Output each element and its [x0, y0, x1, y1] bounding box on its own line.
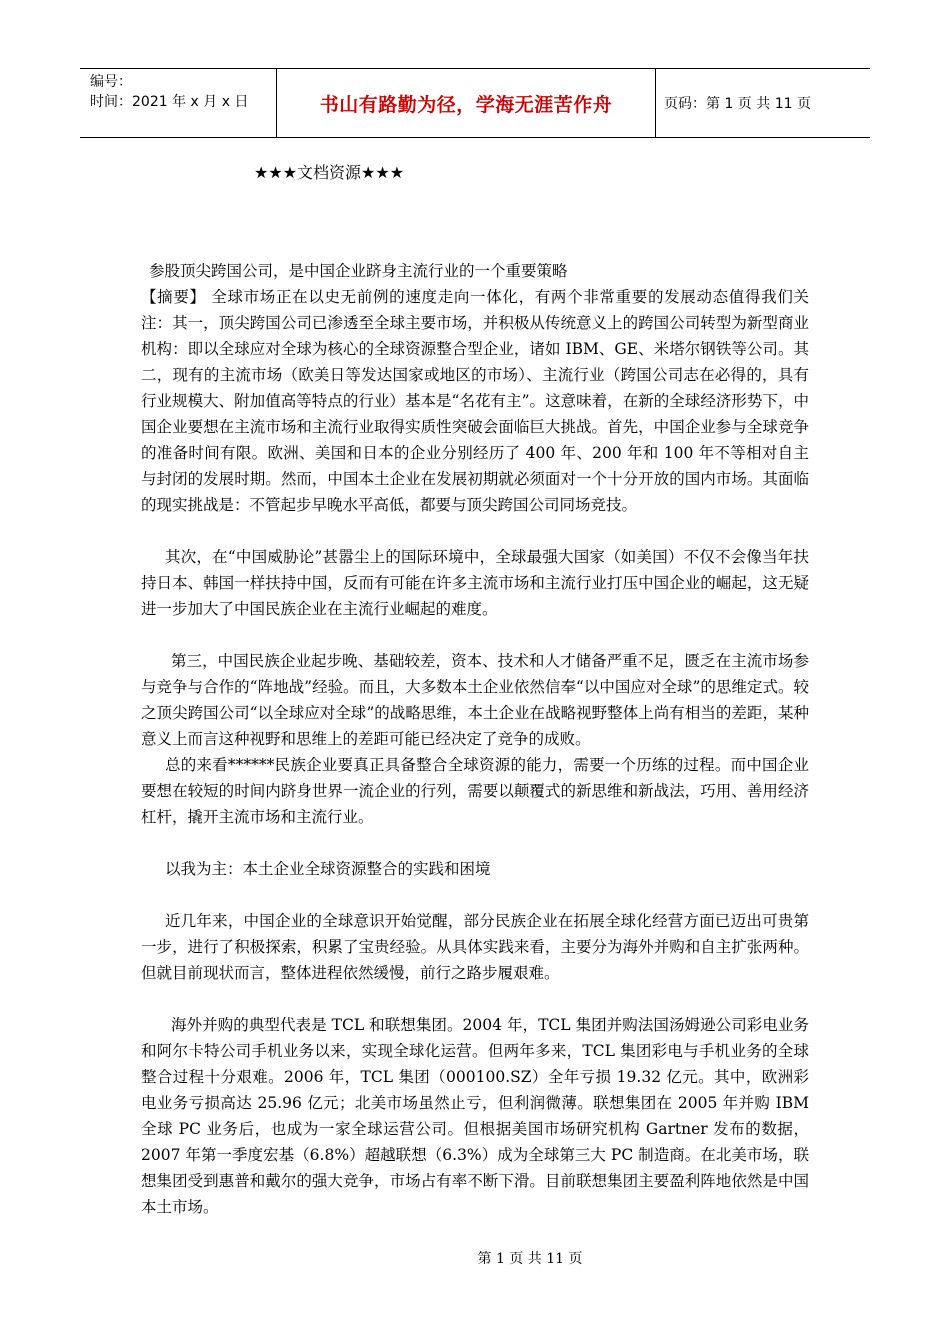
- paragraph-spacer: [141, 882, 809, 908]
- paragraph-spacer: [141, 830, 809, 856]
- body-paragraph: 其次，在“中国威胁论”甚嚣尘上的国际环境中，全球最强大国家（如美国）不仅不会像当年扶持日本、韩国一样扶持中国，反而有可能在许多主流市场和主流行业打压中国企业的崛起，这无疑进一步加大了中国民族企业在主流行业崛起的难度。: [141, 548, 809, 618]
- page-footer: 第 1 页 共 11 页: [477, 1251, 583, 1267]
- resource-banner: ★★★文档资源★★★: [254, 163, 405, 182]
- body-paragraph: 海外并购的典型代表是 TCL 和联想集团。2004 年，TCL 集团并购法国汤姆逊公司彩电业务和阿尔卡特公司手机业务以来，实现全球化运营。但两年多来，TCL 集团彩电与手机业务的全球整合过程十分艰难。2006 年，TCL 集团（000100.SZ）全年亏损 19.32 亿元。其中，欧洲彩电业务亏损高达 25.96 亿元；北美市场虽然止亏，但利润微薄。联想集团在 2005 年并购 IBM 全球 PC 业务后，也成为一家全球运营公司。但根据美国市场研究机构 Gartner 发布的数据，2007 年第一季度宏基（6.8%）超越联想（6.3%）成为全球第三大 PC 制造商。在北美市场，联想集团受到惠普和戴尔的强大竞争，市场占有率不断下滑。目前联想集团主要盈利阵地依然是中国本土市场。: [141, 1016, 809, 1216]
- article-body: [141, 258, 809, 1220]
- header-page-info: 页码：第 1 页 共 11 页: [664, 96, 811, 112]
- body-paragraph: 第三，中国民族企业起步晚、基础较差，资本、技术和人才储备严重不足，匮乏在主流市场参与竞争与合作的“阵地战”经验。而且，大多数本土企业依然信奉“以中国应对全球”的思维定式。较之顶尖跨国公司“以全球应对全球”的战略思维，本土企业在战略视野整体上尚有相当的差距，某种意义上而言这种视野和思维上的差距可能已经决定了竞争的成败。: [141, 652, 809, 748]
- document-number-label: 编号：: [90, 74, 132, 90]
- document-date-label: 时间：2021 年 x 月 x 日: [90, 94, 249, 110]
- body-paragraph: 总的来看******民族企业要真正具备整合全球资源的能力，需要一个历练的过程。而中国企业要想在较短的时间内跻身世界一流企业的行列，需要以颠覆式的新思维和新战法，巧用、善用经济杠杆，撬开主流市场和主流行业。: [141, 756, 809, 826]
- paragraph-spacer: [141, 518, 809, 544]
- paragraph-spacer: [141, 622, 809, 648]
- header-motto-cell: [277, 69, 656, 137]
- abstract-paragraph: 【摘要】 全球市场正在以史无前例的速度走向一体化，有两个非常重要的发展动态值得我们关注：其一，顶尖跨国公司已渗透至全球主要市场，并积极从传统意义上的跨国公司转型为新型商业机构：即以全球应对全球为核心的全球资源整合型企业，诸如 IBM、GE、米塔尔钢铁等公司。其二，现有的主流市场（欧美日等发达国家或地区的市场）、主流行业（跨国公司志在必得的，具有行业规模大、附加值高等特点的行业）基本是“名花有主”。这意味着，在新的全球经济形势下，中国企业要想在主流市场和主流行业取得实质性突破会面临巨大挑战。首先，中国企业参与全球竞争的准备时间有限。欧洲、美国和日本的企业分别经历了 400 年、200 年和 100 年不等相对自主与封闭的发展时期。然而，中国本土企业在发展初期就必须面对一个十分开放的国内市场。其面临的现实挑战是：不管起步早晚水平高低，都要与顶尖跨国公司同场竞技。: [141, 288, 809, 514]
- paragraph-spacer: [141, 986, 809, 1012]
- section-heading: 以我为主：本土企业全球资源整合的实践和困境: [165, 860, 491, 878]
- page-header: [80, 68, 870, 138]
- body-paragraph: 近几年来，中国企业的全球意识开始觉醒，部分民族企业在拓展全球化经营方面已迈出可贵第一步，进行了积极探索，积累了宝贵经验。从具体实践来看，主要分为海外并购和自主扩张两种。但就目前现状而言，整体进程依然缓慢，前行之路步履艰难。: [141, 912, 809, 982]
- header-meta: [80, 69, 277, 137]
- header-motto: 书山有路勤为径，学海无涯苦作舟: [319, 93, 613, 116]
- article-title: 参股顶尖跨国公司，是中国企业跻身主流行业的一个重要策略: [149, 262, 568, 280]
